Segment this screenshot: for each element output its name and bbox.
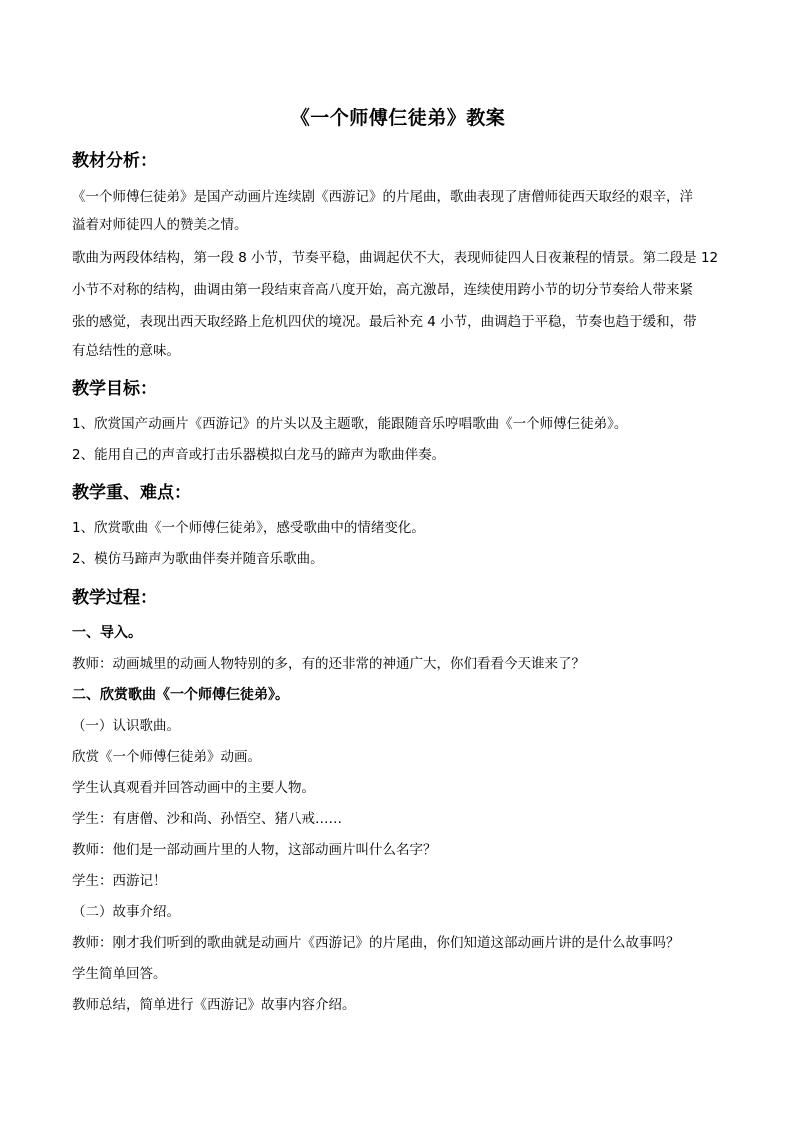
goal-line: 1、欣赏国产动画片《西游记》的片头以及主题歌，能跟随音乐哼唱歌曲《一个师傅仨徒弟》。 — [72, 416, 628, 432]
process-line: 学生：有唐僧、沙和尚、孙悟空、猪八戒…… — [72, 811, 342, 827]
process-line: 学生简单回答。 — [72, 966, 167, 982]
analysis-line: 溢着对师徒四人的赞美之情。 — [72, 217, 248, 233]
page-title: 《一个师傅仨徒弟》教案 — [290, 107, 506, 129]
process-line: （二）故事介绍。 — [72, 904, 180, 920]
process-line: （一）认识歌曲。 — [72, 718, 180, 734]
process-part2-title: 二、欣赏歌曲《一个师傅仨徒弟》。 — [72, 687, 289, 703]
analysis-line: 张的感觉，表现出西天取经路上危机四伏的境况。最后补充 4 小节，曲调趋于平稳，节奏也趋于缓和，带 — [72, 314, 697, 330]
section-heading-goals: 教学目标： — [72, 379, 157, 399]
analysis-line: 小节不对称的结构，曲调由第一段结束音高八度开始，高亢激昂，连续使用跨小节的切分节奏给人带来紧 — [72, 282, 693, 298]
analysis-line: 《一个师傅仨徒弟》是国产动画片连续剧《西游记》的片尾曲，歌曲表现了唐僧师徒西天取经的艰辛，洋 — [72, 189, 693, 205]
section-heading-keypoints: 教学重、难点： — [72, 483, 191, 503]
document-page — [72, 0, 724, 1123]
analysis-line: 歌曲为两段体结构，第一段 8 小节，节奏平稳，曲调起伏不大，表现师徒四人日夜兼程的情景。第二段是 12 — [72, 250, 719, 266]
goal-line: 2、能用自己的声音或打击乐器模拟白龙马的蹄声为歌曲伴奏。 — [72, 447, 446, 463]
process-part1-title: 一、导入。 — [72, 625, 142, 641]
keypoint-line: 2、模仿马蹄声为歌曲伴奏并随音乐歌曲。 — [72, 551, 324, 567]
section-heading-analysis: 教材分析： — [72, 151, 157, 171]
process-line: 教师：他们是一部动画片里的人物，这部动画片叫什么名字？ — [72, 842, 437, 858]
section-heading-process: 教学过程： — [72, 588, 157, 608]
process-line: 教师：刚才我们听到的歌曲就是动画片《西游记》的片尾曲，你们知道这部动画片讲的是什么故事吗？ — [72, 935, 680, 951]
keypoint-line: 1、欣赏歌曲《一个师傅仨徒弟》，感受歌曲中的情绪变化。 — [72, 520, 425, 536]
process-line: 学生认真观看并回答动画中的主要人物。 — [72, 780, 315, 796]
process-line: 教师总结，简单进行《西游记》故事内容介绍。 — [72, 997, 356, 1013]
process-line: 教师：动画城里的动画人物特别的多，有的还非常的神通广大，你们看看今天谁来了？ — [72, 656, 585, 672]
process-line: 学生：西游记！ — [72, 873, 167, 889]
process-line: 欣赏《一个师傅仨徒弟》动画。 — [72, 749, 261, 765]
analysis-line: 有总结性的意味。 — [72, 343, 180, 359]
